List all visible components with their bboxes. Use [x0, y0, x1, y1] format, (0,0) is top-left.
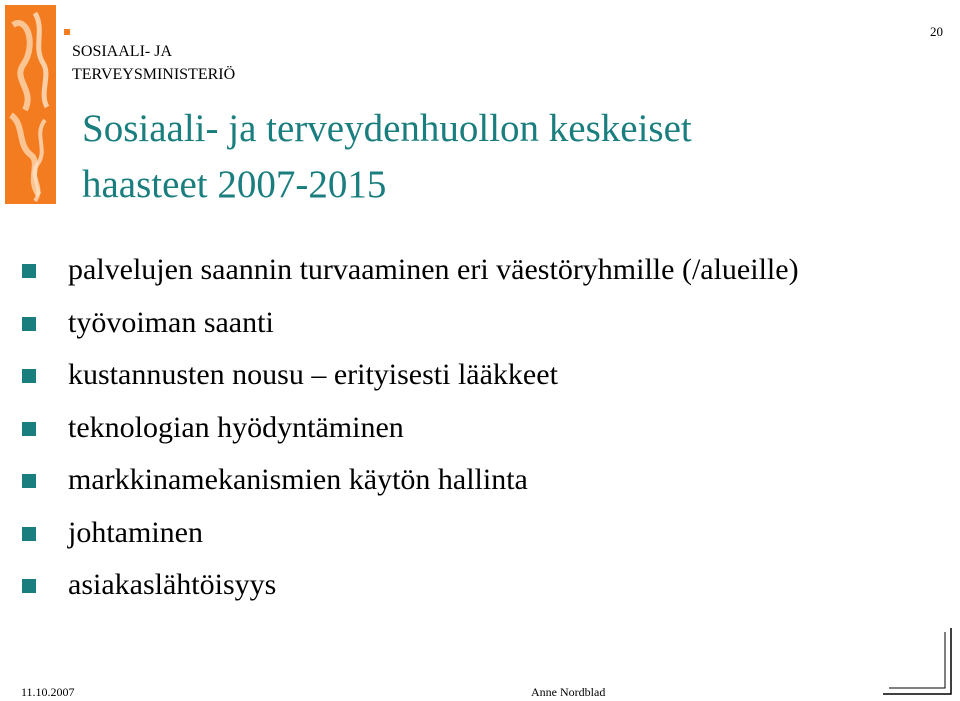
footer-author: Anne Nordblad — [531, 685, 606, 699]
bullet-square-icon — [22, 422, 36, 436]
bullet-item — [0, 247, 960, 300]
bullet-item — [0, 352, 960, 405]
page-number: 20 — [930, 24, 943, 39]
ministry-name-line2: TERVEYSMINISTERIÖ — [72, 66, 236, 83]
footer-date: 11.10.2007 — [21, 685, 75, 699]
bullet-item — [0, 457, 960, 510]
bullet-text: työvoiman saanti — [68, 305, 274, 339]
bullet-square-icon — [22, 369, 36, 383]
bullet-square-icon — [22, 264, 36, 278]
slide-title-line1: Sosiaali- ja terveydenhuollon keskeiset — [82, 107, 692, 150]
bullet-list — [0, 247, 960, 615]
bullet-item — [0, 510, 960, 563]
bullet-text: markkinamekanismien käytön hallinta — [68, 463, 528, 496]
bullet-text: kustannusten nousu – erityisesti lääkkeet — [68, 358, 558, 391]
bullet-item — [0, 405, 960, 458]
ministry-mark-square-icon — [64, 29, 70, 35]
ministry-name — [72, 40, 235, 86]
bullet-square-icon — [22, 474, 36, 488]
flame-logo-icon — [5, 5, 56, 204]
bullet-square-icon — [22, 527, 36, 541]
slide-title-line2: haasteet 2007-2015 — [82, 163, 387, 206]
ministry-logo — [5, 5, 56, 204]
bullet-square-icon — [22, 317, 36, 331]
ministry-name-line1: SOSIAALI- JA — [72, 43, 172, 60]
bullet-text: teknologian hyödyntäminen — [68, 410, 404, 444]
bullet-item — [0, 562, 960, 615]
bullet-square-icon — [22, 579, 36, 593]
bullet-item — [0, 300, 960, 353]
bullet-text: palvelujen saannin turvaaminen eri väestöryhmille (/alueille) — [68, 253, 799, 286]
corner-frame-decoration — [883, 628, 953, 695]
slide-title — [82, 101, 902, 213]
bullet-text: johtaminen — [68, 515, 203, 549]
bullet-text: asiakaslähtöisyys — [68, 568, 277, 601]
